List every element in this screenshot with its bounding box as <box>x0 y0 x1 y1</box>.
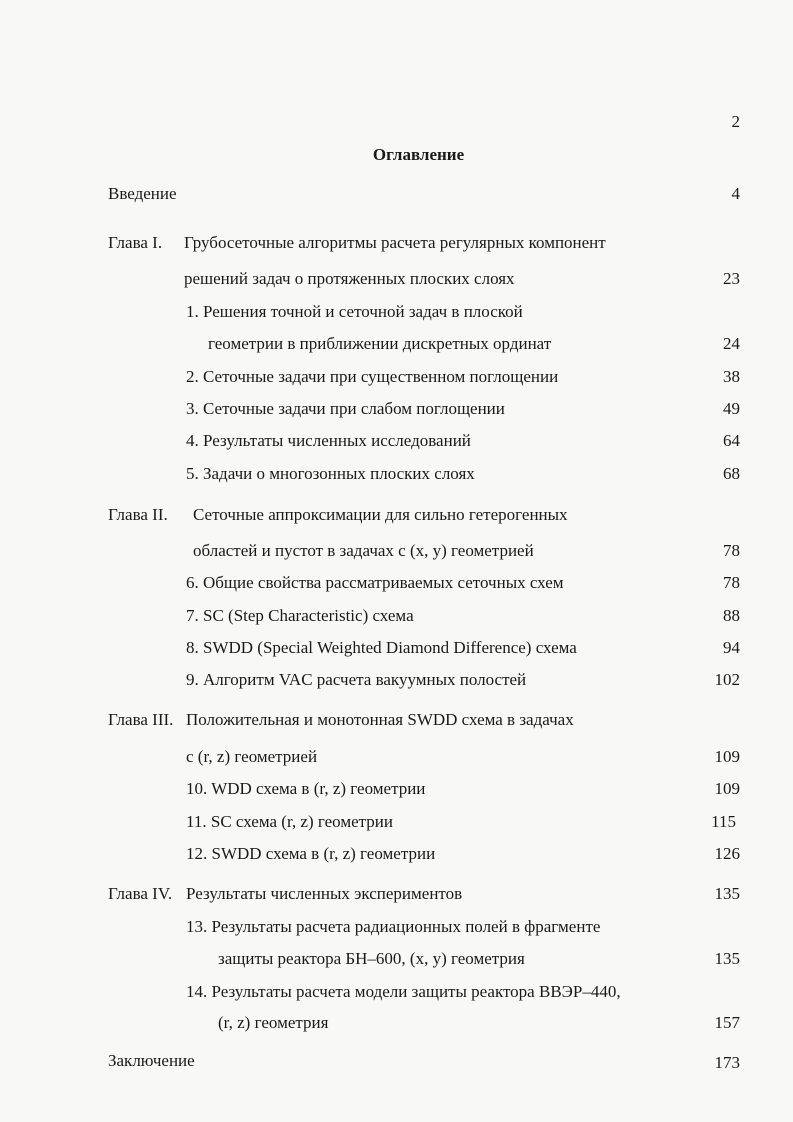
section-4-page: 64 <box>723 431 740 450</box>
section-3-page: 49 <box>723 399 740 418</box>
chapter-3-label: Глава III. <box>108 710 174 729</box>
section-5-page: 68 <box>723 464 740 483</box>
section-1-line1: 1. Решения точной и сеточной задач в плоской <box>186 302 523 321</box>
toc-intro-label: Введение <box>108 184 177 203</box>
section-13-line2: защиты реактора БН–600, (x, y) геометрия <box>218 949 525 968</box>
chapter-3-page: 109 <box>714 747 740 766</box>
chapter-1-title-line1: Грубосеточные алгоритмы расчета регулярных компонент <box>184 233 606 252</box>
section-14-page: 157 <box>714 1013 740 1032</box>
section-2: 2. Сеточные задачи при существенном поглощении <box>186 367 559 386</box>
section-12-page: 126 <box>714 844 740 863</box>
section-8: 8. SWDD (Special Weighted Diamond Difference) схема <box>186 638 577 657</box>
chapter-3-title-line2: с (r, z) геометрией <box>186 747 318 766</box>
chapter-2-title-line2: областей и пустот в задачах с (x, y) геометрией <box>193 541 534 560</box>
section-2-page: 38 <box>723 367 740 386</box>
chapter-1-label: Глава I. <box>108 233 163 252</box>
chapter-2-label: Глава II. <box>108 505 168 524</box>
section-7-page: 88 <box>723 606 740 625</box>
section-14-line2: (r, z) геометрия <box>218 1013 329 1032</box>
section-5: 5. Задачи о многозонных плоских слоях <box>186 464 475 483</box>
section-1-page: 24 <box>723 334 740 353</box>
section-1-line2: геометрии в приближении дискретных ординат <box>208 334 552 353</box>
section-9: 9. Алгоритм VAC расчета вакуумных полостей <box>186 670 527 689</box>
section-13-line1: 13. Результаты расчета радиационных полей в фрагменте <box>186 917 601 936</box>
chapter-3-title-line1: Положительная и монотонная SWDD схема в задачах <box>186 710 574 729</box>
section-3: 3. Сеточные задачи при слабом поглощении <box>186 399 505 418</box>
chapter-2-page: 78 <box>723 541 740 560</box>
page-number: 2 <box>731 112 740 131</box>
chapter-4-label: Глава IV. <box>108 884 173 903</box>
section-9-page: 102 <box>714 670 740 689</box>
chapter-1-page: 23 <box>723 269 740 288</box>
section-13-page: 135 <box>714 949 740 968</box>
section-7: 7. SC (Step Characteristic) схема <box>186 606 414 625</box>
chapter-4-page: 135 <box>714 884 740 903</box>
chapter-2-title-line1: Сеточные аппроксимации для сильно гетерогенных <box>193 505 568 524</box>
section-14-line1: 14. Результаты расчета модели защиты реактора ВВЭР–440, <box>186 982 621 1001</box>
section-6: 6. Общие свойства рассматриваемых сеточных схем <box>186 573 564 592</box>
chapter-4-title-line1: Результаты численных экспериментов <box>186 884 463 903</box>
toc-title: Оглавление <box>372 145 465 164</box>
toc-conclusion-page: 173 <box>714 1053 740 1072</box>
section-10: 10. WDD схема в (r, z) геометрии <box>186 779 426 798</box>
toc-intro-page: 4 <box>731 184 740 203</box>
section-10-page: 109 <box>714 779 740 798</box>
chapter-1-title-line2: решений задач о протяженных плоских слоях <box>184 269 515 288</box>
section-11: 11. SC схема (r, z) геометрии <box>186 812 393 831</box>
section-12: 12. SWDD схема в (r, z) геометрии <box>186 844 436 863</box>
section-8-page: 94 <box>723 638 740 657</box>
section-6-page: 78 <box>723 573 740 592</box>
section-4: 4. Результаты численных исследований <box>186 431 471 450</box>
section-11-page: 115 <box>711 812 736 831</box>
toc-conclusion-label: Заключение <box>108 1051 195 1070</box>
